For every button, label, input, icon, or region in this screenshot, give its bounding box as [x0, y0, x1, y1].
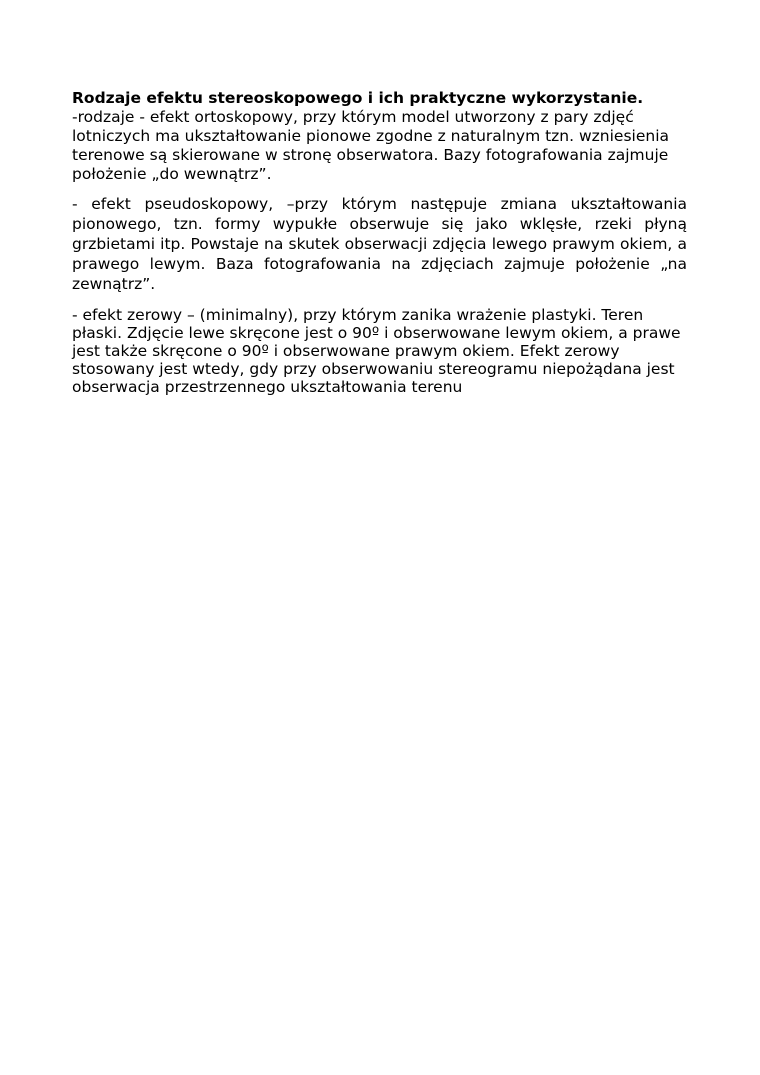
paragraph-line: lotniczych ma ukształtowanie pionowe zgodne z naturalnym tzn. wzniesienia — [72, 127, 670, 145]
paragraph-line: grzbietami itp. Powstaje na skutek obserwacji zdjęcia lewego prawym okiem, a — [72, 235, 687, 253]
document-page — [72, 89, 687, 396]
paragraph-line: stosowany jest wtedy, gdy przy obserwowaniu stereogramu niepożądana jest — [72, 360, 675, 378]
paragraph-line: prawego lewym. Baza fotografowania na zdjęciach zajmuje położenie „na — [72, 255, 687, 273]
document-title: Rodzaje efektu stereoskopowego i ich praktyczne wykorzystanie. — [72, 89, 644, 107]
paragraph-pseudoskopowy — [72, 194, 687, 294]
paragraph-line: - efekt zerowy – (minimalny), przy którym zanika wrażenie plastyki. Teren — [72, 306, 644, 324]
paragraph-line: pionowego, tzn. formy wypukłe obserwuje się jako wklęsłe, rzeki płyną — [72, 215, 687, 233]
paragraph-line: terenowe są skierowane w stronę obserwatora. Bazy fotografowania zajmuje — [72, 146, 669, 164]
paragraph-line: - efekt pseudoskopowy, –przy którym następuje zmiana ukształtowania — [72, 195, 687, 213]
paragraph-line: -rodzaje - efekt ortoskopowy, przy którym model utworzony z pary zdjęć — [72, 108, 634, 126]
paragraph-ortoskopowy — [72, 108, 687, 184]
paragraph-line: płaski. Zdjęcie lewe skręcone jest o 90º i obserwowane lewym okiem, a prawe — [72, 324, 681, 342]
paragraph-line: położenie „do wewnątrz”. — [72, 165, 272, 183]
paragraph-line: obserwacja przestrzennego ukształtowania terenu — [72, 378, 463, 396]
paragraph-zerowy — [72, 306, 687, 396]
paragraph-line: jest także skręcone o 90º i obserwowane prawym okiem. Efekt zerowy — [72, 342, 620, 360]
paragraph-line: zewnątrz”. — [72, 275, 156, 293]
